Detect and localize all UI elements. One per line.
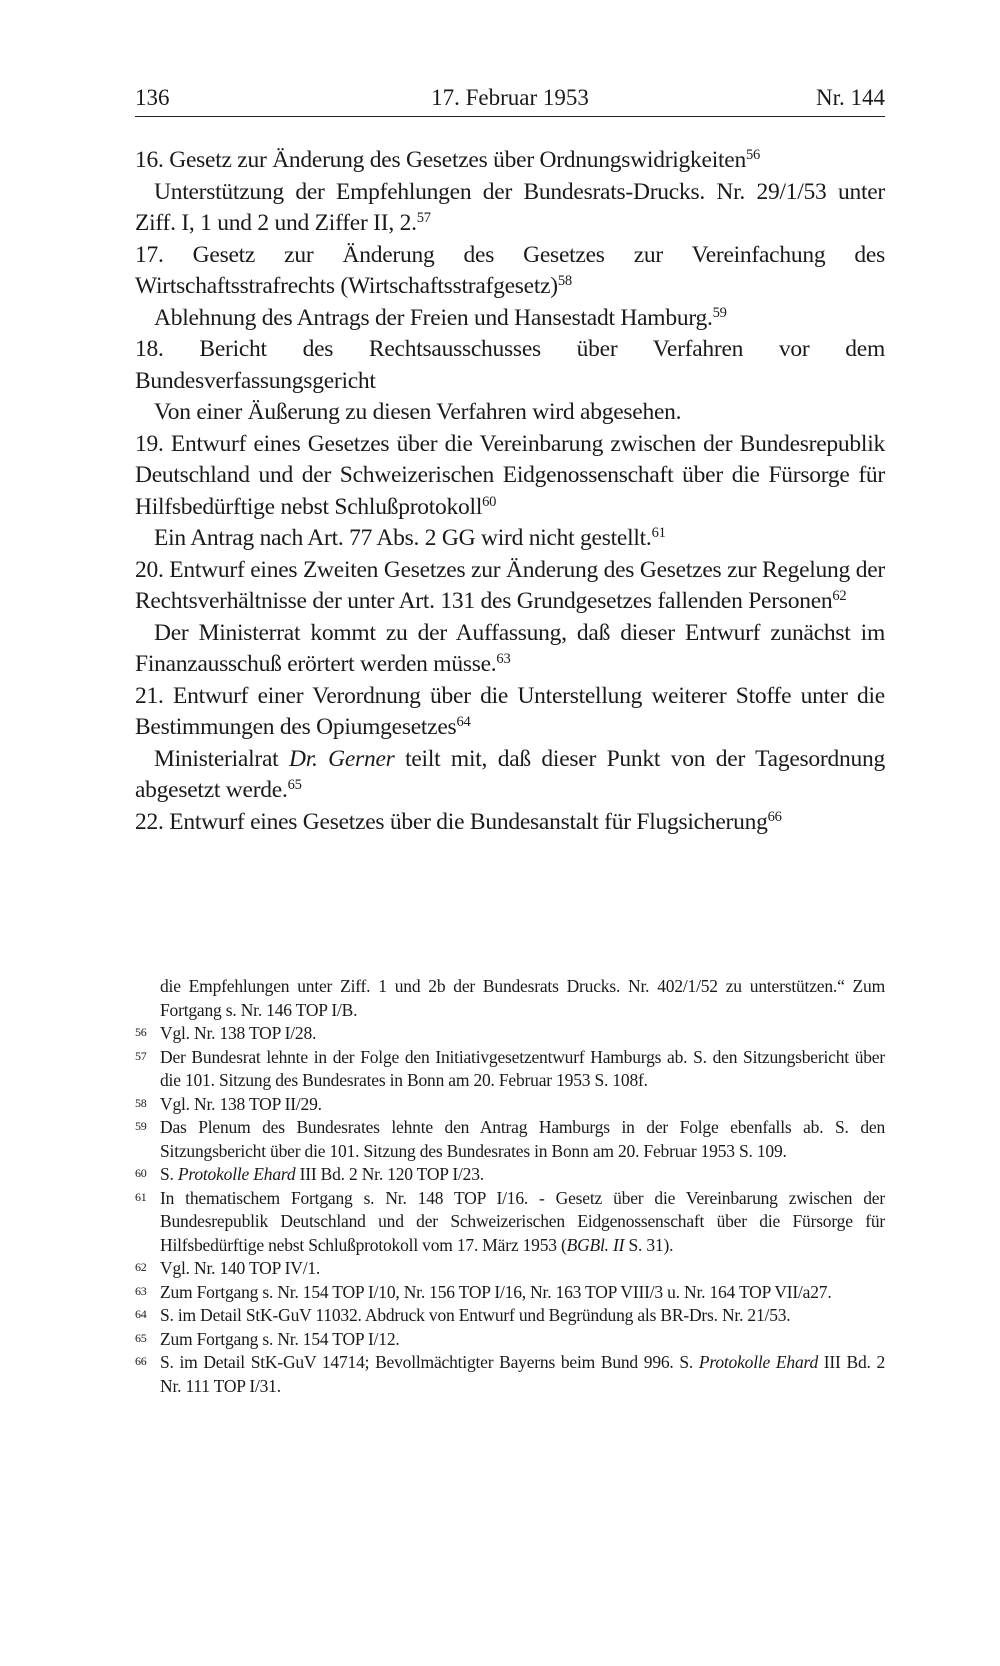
resolution-text: Ministerialrat [154, 745, 289, 772]
citation-title: Protokolle Ehard [177, 1164, 296, 1184]
footnote-text: Der Bundesrat lehnte in der Folge den Initiativgesetzentwurf Hamburgs ab. S. den Sitzungsbericht über die 101. Sitzung des Bundesrates in Bonn am 20. Februar 1953 S. 108f. [160, 1046, 885, 1090]
footnote-ref[interactable]: 62 [832, 588, 847, 604]
citation-title: BGBl. II [566, 1234, 625, 1255]
footnote-text: S. im Detail StK-GuV 11032. Abdruck von Entwurf und Begründung als BR-Drs. Nr. 21/53. [160, 1305, 791, 1325]
footnote-64 [135, 1304, 885, 1328]
footnote-ref[interactable]: 66 [767, 808, 782, 825]
person-name: Dr. Gerner [288, 745, 395, 772]
resolution-text: Ablehnung des Antrags der Freien und Hansestadt Hamburg. [154, 304, 713, 331]
footnote-62 [135, 1257, 885, 1281]
agenda-item-text: 17. Gesetz zur Änderung des Gesetzes zur Vereinfachung des Wirtschaftsstrafrechts (Wirtschaftsstrafgesetz) [135, 241, 885, 299]
resolution-21 [135, 744, 885, 807]
agenda-item-19 [135, 429, 885, 524]
footnote-text: S. [160, 1164, 178, 1184]
resolution-text: Unterstützung der Empfehlungen der Bundesrats-Drucks. Nr. 29/1/53 unter Ziff. I, 1 und 2 und Ziffer II, 2. [135, 178, 885, 236]
citation-title: Protokolle Ehard [698, 1352, 819, 1372]
agenda-item-21 [135, 681, 885, 744]
agenda-item-text: 20. Entwurf eines Zweiten Gesetzes zur Änderung des Gesetzes zur Regelung der Rechtsverhältnisse der unter Art. 131 des Grundgesetzes fallenden Personen [135, 556, 885, 614]
footnote-ref[interactable]: 61 [651, 525, 666, 541]
footnote-ref[interactable]: 56 [745, 147, 761, 163]
header-date: 17. Februar 1953 [431, 85, 589, 110]
agenda-item-22 [135, 807, 885, 839]
resolution-text: Ein Antrag nach Art. 77 Abs. 2 GG wird nicht gestellt. [154, 525, 652, 551]
footnote-63 [135, 1281, 885, 1305]
footnote-66 [135, 1351, 885, 1398]
footnote-ref[interactable]: 59 [712, 304, 727, 321]
footnote-continuation: die Empfehlungen unter Ziff. 1 und 2b der Bundesrats Drucks. Nr. 402/1/52 zu unterstützen.“ Zum Fortgang s. Nr. 146 TOP I/B. [160, 976, 885, 1020]
resolution-16 [135, 177, 885, 240]
agenda-body [135, 145, 885, 838]
footnote-ref[interactable]: 57 [416, 210, 431, 226]
page-number: 136 [135, 85, 170, 110]
footnote-number: 59 [135, 1119, 147, 1133]
footnote-65 [135, 1328, 885, 1352]
resolution-19 [135, 523, 885, 555]
resolution-20 [135, 618, 885, 681]
agenda-item-17 [135, 240, 885, 303]
footnote-text: Zum Fortgang s. Nr. 154 TOP I/10, Nr. 156 TOP I/16, Nr. 163 TOP VIII/3 u. Nr. 164 TOP VII/a27. [160, 1281, 832, 1302]
agenda-item-20 [135, 555, 885, 618]
footnote-ref[interactable]: 60 [482, 493, 497, 510]
resolution-text: Von einer Äußerung zu diesen Verfahren wird abgesehen. [154, 399, 682, 425]
document-number: Nr. 144 [816, 85, 885, 110]
footnote-text: Vgl. Nr. 138 TOP I/28. [160, 1023, 317, 1043]
agenda-item-text: 22. Entwurf eines Gesetzes über die Bundesanstalt für Flugsicherung [135, 808, 768, 835]
agenda-item-text: 21. Entwurf einer Verordnung über die Unterstellung weiterer Stoffe unter die Bestimmungen des Opiumgesetzes [135, 682, 885, 740]
footnote-60 [135, 1163, 885, 1187]
footnote-number: 56 [135, 1025, 147, 1039]
footnote-number: 65 [135, 1330, 147, 1345]
footnotes [135, 975, 885, 1398]
footnote-text: Das Plenum des Bundesrates lehnte den Antrag Hamburgs in der Folge ebenfalls ab. S. den Sitzungsbericht über die 101. Sitzung des Bundesrates in Bonn am 20. Februar 1953 S. 109. [160, 1117, 885, 1161]
resolution-17 [135, 303, 885, 335]
agenda-item-text: 16. Gesetz zur Änderung des Gesetzes über Ordnungswidrigkeiten [135, 147, 746, 173]
resolution-18 [135, 397, 885, 429]
footnote-text: Vgl. Nr. 140 TOP IV/1. [160, 1258, 321, 1278]
footnote-59 [135, 1116, 885, 1163]
agenda-item-text: 18. Bericht des Rechtsausschusses über Verfahren vor dem Bundesverfassungsgericht [135, 336, 885, 394]
footnote-ref[interactable]: 65 [287, 777, 302, 793]
footnote-text: III Bd. 2 Nr. 111 TOP I/31. [160, 1352, 886, 1396]
footnote-57 [135, 1046, 885, 1093]
resolution-text: Der Ministerrat kommt zu der Auffassung, daß dieser Entwurf zunächst im Finanzausschuß erörtert werden müsse. [135, 619, 885, 677]
footnote-ref[interactable]: 64 [456, 714, 471, 730]
footnote-number: 61 [135, 1189, 147, 1204]
footnote-61 [135, 1187, 885, 1258]
agenda-item-text: 19. Entwurf eines Gesetzes über die Vereinbarung zwischen der Bundesrepublik Deutschland und der Schweizerischen Eidgenossenschaft über die Fürsorge für Hilfsbedürftige nebst Schlußprotokoll [135, 430, 885, 520]
footnote-number: 64 [135, 1307, 147, 1321]
footnote-number: 62 [135, 1260, 147, 1274]
running-header [135, 84, 885, 117]
footnote-number: 63 [135, 1283, 147, 1298]
footnote-56 [135, 1022, 885, 1046]
footnote-number: 60 [135, 1166, 147, 1180]
footnote-text: In thematischem Fortgang s. Nr. 148 TOP I/16. - Gesetz über die Vereinbarung zwischen der Bundesrepublik Deutschland und der Schweizerischen Eidgenossenschaft über die Fürsorge für Hilfsbedürftige nebst Schlußprotokoll vom 17. März 1953 ( [160, 1187, 885, 1255]
footnote-number: 57 [135, 1048, 147, 1063]
resolution-text: teilt mit, daß dieser Punkt von der Tagesordnung abgesetzt werde. [135, 745, 885, 803]
footnote-text: Zum Fortgang s. Nr. 154 TOP I/12. [160, 1328, 400, 1349]
footnote-text: S. im Detail StK-GuV 14714; Bevollmächtigter Bayerns beim Bund 996. S. [160, 1352, 699, 1372]
agenda-item-18 [135, 334, 885, 397]
footnote-58 [135, 1093, 885, 1117]
footnote-text: Vgl. Nr. 138 TOP II/29. [160, 1093, 322, 1114]
footnote-text: III Bd. 2 Nr. 120 TOP I/23. [295, 1164, 484, 1184]
footnote-text: S. 31). [624, 1234, 674, 1255]
footnote-ref[interactable]: 63 [496, 651, 511, 667]
footnote-number: 58 [135, 1095, 147, 1110]
footnote-number: 66 [135, 1354, 147, 1368]
footnote-ref[interactable]: 58 [557, 273, 572, 289]
agenda-item-16 [135, 145, 885, 177]
